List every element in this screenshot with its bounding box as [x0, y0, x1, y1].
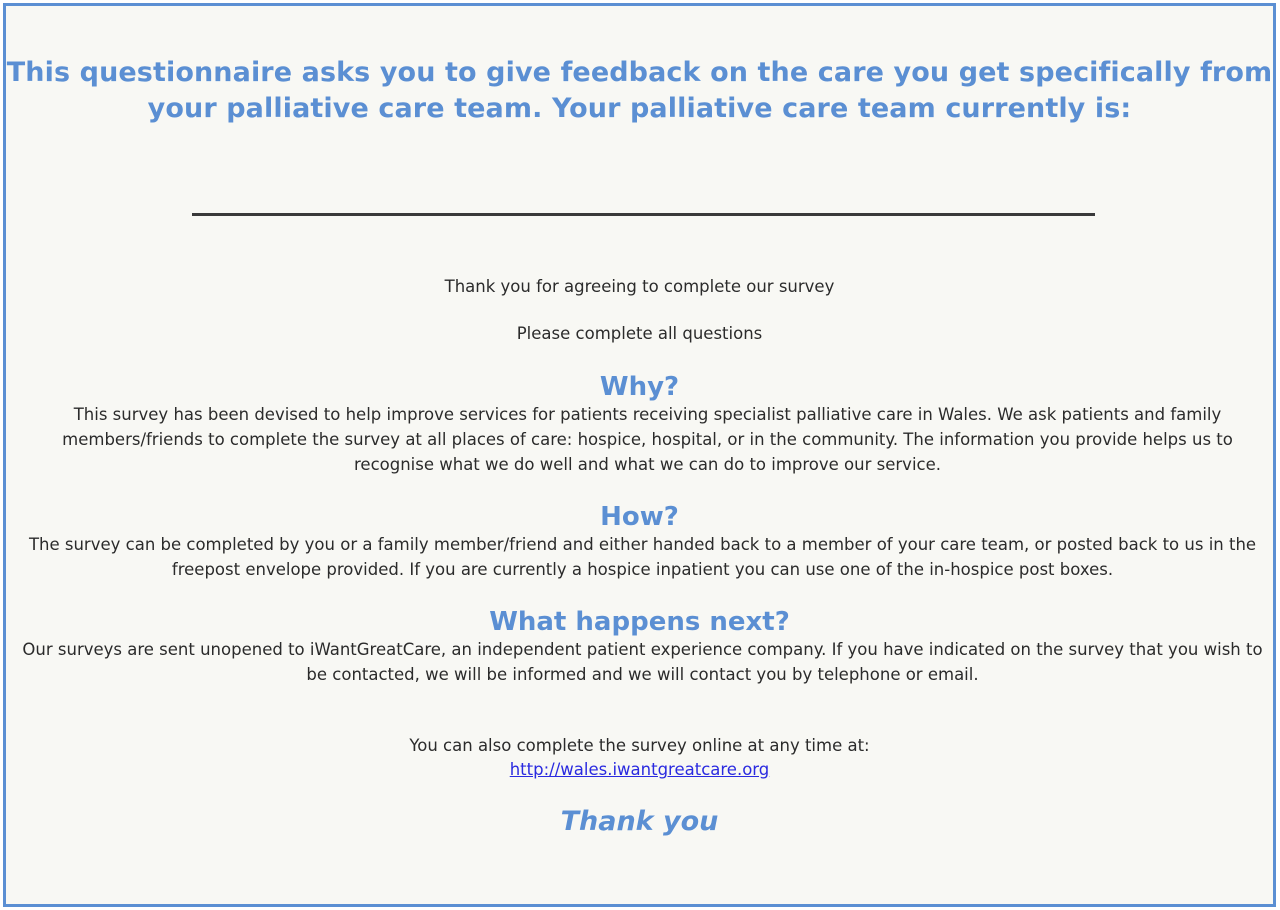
survey-website-link[interactable]: http://wales.iwantgreatcare.org: [509, 760, 770, 779]
questionnaire-frame: [3, 3, 1276, 907]
what-happens-next-paragraph: Our surveys are sent unopened to iWantGreatCare, an independent patient experience company. If you have indicated on the survey that you wish to be contacted, we will be informed and we will contact you by telephone or email.: [22, 640, 1263, 684]
questionnaire-content: [6, 6, 1273, 904]
how-paragraph: The survey can be completed by you or a family member/friend and either handed back to a member of your care team, or posted back to us in the freepost envelope provided. If you are currently a hospice inpatient you can use one of the in-hospice post boxes.: [28, 535, 1257, 579]
what-happens-next-heading: What happens next?: [489, 607, 790, 637]
please-complete-text: Please complete all questions: [516, 324, 763, 343]
how-heading: How?: [600, 502, 679, 532]
care-team-blank-line: [192, 213, 1095, 216]
why-heading: Why?: [599, 372, 680, 402]
intro-line-2: your palliative care team. Your palliative care team currently is:: [147, 93, 1132, 124]
intro-line-1: This questionnaire asks you to give feedback on the care you get specifically from: [6, 57, 1273, 88]
intro-text: [6, 55, 1273, 127]
thank-you-agreeing-text: Thank you for agreeing to complete our survey: [444, 277, 835, 296]
why-paragraph: This survey has been devised to help improve services for patients receiving specialist palliative care in Wales. We ask patients and family members/friends to complete the survey at all places of care: hospice, hospital, or in the community. The information you provide helps us to recognise what we do well and what we can do to improve our service.: [62, 405, 1233, 474]
thank-you-closing: Thank you: [560, 806, 719, 837]
online-text: You can also complete the survey online at any time at:: [409, 736, 870, 755]
